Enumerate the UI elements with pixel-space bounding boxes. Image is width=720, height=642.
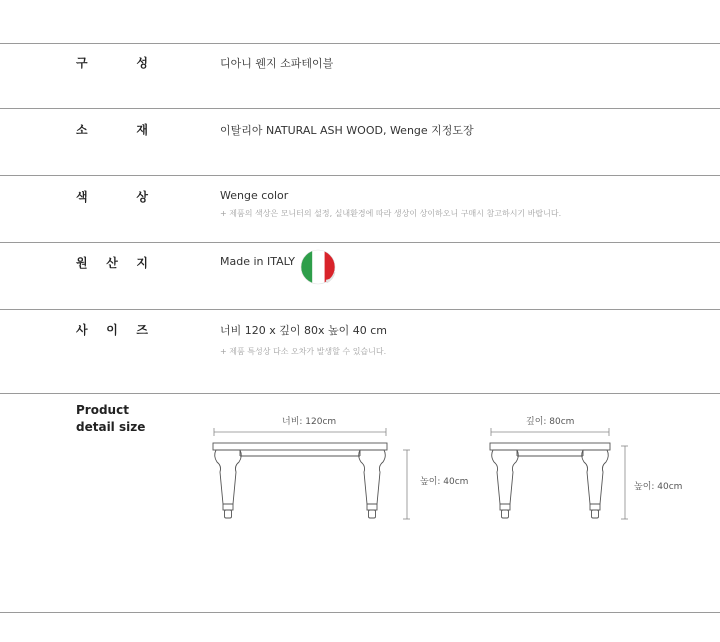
side-view-drawing <box>487 426 629 522</box>
label-char: 산 <box>106 256 118 270</box>
row-label-size <box>76 321 148 338</box>
divider <box>0 393 720 394</box>
label-char: 즈 <box>136 323 148 337</box>
side-depth-label: 깊이: 80cm <box>526 417 575 427</box>
divider <box>0 108 720 109</box>
color-value: Wenge color <box>220 189 289 202</box>
divider <box>0 612 720 613</box>
divider <box>0 309 720 310</box>
label-char: 원 <box>76 256 88 270</box>
label-char: 이 <box>106 323 118 337</box>
composition-value: 디아니 웬지 소파테이블 <box>220 57 334 70</box>
label-char: 사 <box>76 323 88 337</box>
side-height-label: 높이: 40cm <box>634 482 683 492</box>
row-label-material <box>76 121 148 138</box>
detail-size-heading <box>76 402 145 436</box>
label-char: 구 <box>76 56 88 70</box>
front-height-label: 높이: 40cm <box>420 477 469 487</box>
front-width-label: 너비: 120cm <box>282 417 337 427</box>
origin-value: Made in ITALY <box>220 255 296 268</box>
row-label-color <box>76 188 148 205</box>
color-note: + 제품의 색상은 모니터의 설정, 실내환경에 따라 생상이 상이하오니 구매시 참고하시기 바랍니다. <box>220 209 562 218</box>
size-value: 너비 120 x 깊이 80x 높이 40 cm <box>220 324 388 337</box>
divider <box>0 242 720 243</box>
italy-flag-icon <box>300 249 337 286</box>
label-char: 성 <box>136 56 148 70</box>
material-value: 이탈리아 NATURAL ASH WOOD, Wenge 지정도장 <box>220 124 474 137</box>
label-char: 소 <box>76 123 88 137</box>
label-char: 상 <box>136 190 148 204</box>
row-label-composition <box>76 54 148 71</box>
row-label-origin <box>76 254 148 271</box>
divider <box>0 175 720 176</box>
size-note: + 제품 특성상 다소 오차가 발생할 수 있습니다. <box>220 347 387 356</box>
heading-line: detail size <box>76 420 146 434</box>
label-char: 색 <box>76 190 88 204</box>
front-view-drawing <box>210 426 410 522</box>
label-char: 재 <box>136 123 148 137</box>
divider <box>0 43 720 44</box>
label-char: 지 <box>136 256 148 270</box>
heading-line: Product <box>76 403 129 417</box>
